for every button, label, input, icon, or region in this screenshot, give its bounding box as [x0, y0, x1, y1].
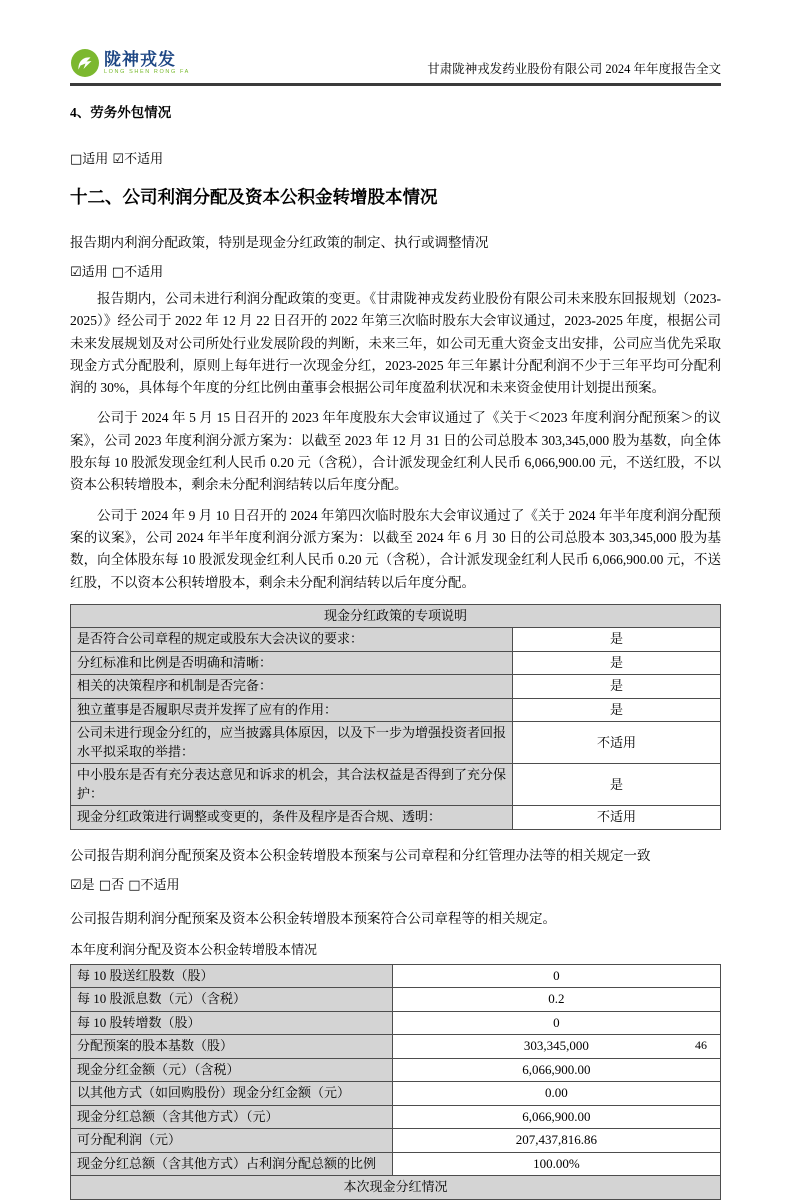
row-label: 分配预案的股本基数（股） [71, 1035, 393, 1059]
row-value: 303,345,000 [392, 1035, 720, 1059]
row-label: 现金分红金额（元）（含税） [71, 1058, 393, 1082]
row-label: 每 10 股送红股数（股） [71, 964, 393, 988]
table-row [71, 698, 721, 722]
consistency-statement: 公司报告期利润分配预案及资本公积金转增股本预案与公司章程和分红管理办法等的相关规定一致 [70, 847, 651, 863]
row-value: 207,437,816.86 [392, 1129, 720, 1153]
row-value: 是 [513, 675, 721, 699]
table-row [71, 1058, 721, 1082]
row-label: 中小股东是否有充分表达意见和诉求的机会，其合法权益是否得到了充分保护： [71, 764, 513, 806]
row-value: 是 [513, 651, 721, 675]
row-label: 是否符合公司章程的规定或股东大会决议的要求： [71, 628, 513, 652]
section-12-applicability-checkboxes: ☑适用 □不适用 [70, 265, 164, 280]
paragraph-2023-distribution: 公司于 2024 年 5 月 15 日召开的 2023 年年度股东大会审议通过了《关于＜2023 年度利润分配预案＞的议案》，公司 2023 年度利润分派方案为：以截至 2023 年 12 月 31 日的公司总股本 303,345,000 股为基数，向全体股东每 10 股派发现金红利人民币 0.20 元（含税），合计派发现金红利人民币 6,066,900.00 元，不送红股，不以资本公积转增股本，剩余未分配利润结转以后年度分配。 [70, 410, 721, 493]
policy-table-title: 现金分红政策的专项说明 [71, 604, 721, 628]
compliance-statement: 公司报告期利润分配预案及资本公积金转增股本预案符合公司章程等的相关规定。 [70, 910, 556, 926]
distribution-table-caption: 本年度利润分配及资本公积金转增股本情况 [70, 941, 318, 957]
table-row [71, 675, 721, 699]
row-label: 每 10 股派息数（元）（含税） [71, 988, 393, 1012]
paragraph-policy-change: 报告期内，公司未进行利润分配政策的变更。《甘肃陇神戎发药业股份有限公司未来股东回报规划（2023-2025）》经公司于 2022 年 12 月 22 日召开的 2022 年第三次临时股东大会审议通过，2023-2025 年度，根据公司未来发展规划及对公司所处行业发展阶段的判断，未来三年，如公司无重大资金支出安排，公司应当优先采取现金方式分配股利，原则上每年进行一次现金分红，2023-2025 年三年累计分配利润不少于三年平均可分配利润的 30%，具体每个年度的分红比例由董事会根据公司年度盈利状况和未来资金使用计划提出预案。 [70, 291, 721, 396]
section-4-heading: 4、劳务外包情况 [70, 105, 172, 120]
profit-distribution-table [70, 964, 721, 1200]
row-label: 以其他方式（如回购股份）现金分红金额（元） [71, 1082, 393, 1106]
row-value: 0.00 [392, 1082, 720, 1106]
page-header [70, 0, 721, 86]
logo-company-name-en: LONG SHEN RONG FA [104, 68, 190, 75]
row-value: 0 [392, 964, 720, 988]
table-row [71, 1011, 721, 1035]
section-4-applicability-checkboxes: □适用 ☑不适用 [70, 152, 164, 167]
table-row [71, 988, 721, 1012]
table-row [71, 964, 721, 988]
row-label: 公司未进行现金分红的，应当披露具体原因，以及下一步为增强投资者回报水平拟采取的举措： [71, 722, 513, 764]
logo-company-name: 陇神戎发 [104, 49, 176, 69]
row-value: 100.00% [392, 1152, 720, 1176]
company-logo [70, 48, 190, 78]
row-value: 6,066,900.00 [392, 1105, 720, 1129]
row-value: 6,066,900.00 [392, 1058, 720, 1082]
logo-text [104, 51, 190, 76]
row-value: 不适用 [513, 806, 721, 830]
table-row [71, 722, 721, 764]
dividend-policy-intro: 报告期内利润分配政策，特别是现金分红政策的制定、执行或调整情况 [70, 235, 489, 250]
section-12-heading: 十二、公司利润分配及资本公积金转增股本情况 [70, 187, 438, 207]
row-value: 0.2 [392, 988, 720, 1012]
table-row [71, 1152, 721, 1176]
row-label: 可分配利润（元） [71, 1129, 393, 1153]
row-label: 每 10 股转增数（股） [71, 1011, 393, 1035]
cash-dividend-policy-table [70, 604, 721, 830]
table-row [71, 1105, 721, 1129]
row-label: 分红标准和比例是否明确和清晰： [71, 651, 513, 675]
table-row [71, 651, 721, 675]
table-row [71, 806, 721, 830]
row-label: 现金分红政策进行调整或变更的，条件及程序是否合规、透明： [71, 806, 513, 830]
paragraph-2024-interim-distribution: 公司于 2024 年 9 月 10 日召开的 2024 年第四次临时股东大会审议通过了《关于 2024 年半年度利润分配预案的议案》，公司 2024 年半年度利润分派方案为：以截至 2024 年 6 月 30 日的公司总股本 303,345,000 股为基数，向全体股东每 10 股派发现金红利人民币 0.20 元（含税），合计派发现金红利人民币 6,066,900.00 元，不送红股，不以资本公积转增股本，剩余未分配利润结转以后年度分配。 [70, 507, 721, 590]
table-row [71, 764, 721, 806]
row-value: 是 [513, 628, 721, 652]
table-row [71, 1129, 721, 1153]
consistency-checkboxes: ☑是 □否 □不适用 [70, 877, 180, 893]
row-label: 现金分红总额（含其他方式）占利润分配总额的比例 [71, 1152, 393, 1176]
logo-icon [70, 48, 100, 78]
row-value: 是 [513, 698, 721, 722]
page-number: 46 [695, 1038, 707, 1052]
table-header-row [71, 604, 721, 628]
row-value: 不适用 [513, 722, 721, 764]
table-row [71, 628, 721, 652]
row-value: 0 [392, 1011, 720, 1035]
row-label: 相关的决策程序和机制是否完备： [71, 675, 513, 699]
row-label: 独立董事是否履职尽责并发挥了应有的作用： [71, 698, 513, 722]
row-value: 是 [513, 764, 721, 806]
distribution-table-footer: 本次现金分红情况 [71, 1176, 721, 1200]
table-row [71, 1035, 721, 1059]
table-row [71, 1082, 721, 1106]
table-footer-row [71, 1176, 721, 1200]
row-label: 现金分红总额（含其他方式）（元） [71, 1105, 393, 1129]
document-title: 甘肃陇神戎发药业股份有限公司 2024 年年度报告全文 [427, 62, 721, 76]
